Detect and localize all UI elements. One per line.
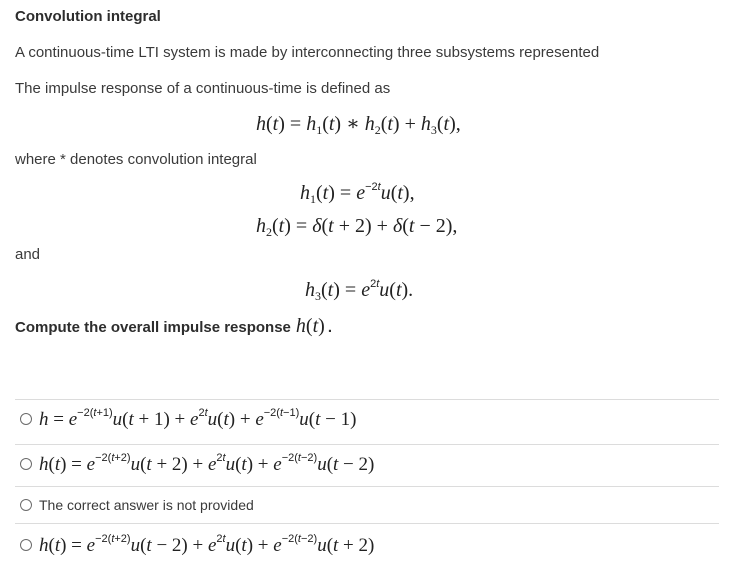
equation-h2: $h_2(t) = \delta(t + 2) + \delta(t - 2)$, (256, 215, 458, 239)
divider (15, 523, 719, 524)
where-text: where * denotes convolution integral (15, 151, 257, 168)
option-1-math: $h = e^{-2(t+1)}u(t + 1) + e^{2t}u(t) + e^{-2(t-1)}u(t - 1)$ (39, 407, 357, 430)
radio-button-icon[interactable] (20, 458, 32, 470)
intro-text: A continuous-time LTI system is made by interconnecting three subsystems represented (15, 44, 600, 61)
radio-button-icon[interactable] (20, 499, 32, 511)
option-4-math: $h(t) = e^{-2(t+2)}u(t - 2) + e^{2t}u(t) + e^{-2(t-2)}u(t + 2)$ (39, 533, 375, 556)
question-title: Convolution integral (15, 8, 161, 25)
question-prompt (15, 315, 332, 338)
equation-h1: $h_1(t) = e^{-2t}u(t)$, (300, 181, 415, 206)
divider (15, 444, 719, 445)
question-period: . (327, 319, 332, 336)
equation-h3: $h_3(t) = e^{2t}u(t)$. (305, 278, 414, 303)
answer-option-1[interactable] (15, 401, 719, 437)
radio-button-icon[interactable] (20, 413, 32, 425)
equation-h: $h(t) = h_1(t)$ ∗ $h_2(t) + h_3(t)$, (256, 113, 461, 137)
option-3-label: The correct answer is not provided (39, 497, 254, 513)
question-text: Compute the overall impulse response (15, 319, 291, 336)
answer-option-2[interactable] (15, 446, 719, 482)
and-text: and (15, 246, 41, 263)
answer-option-4[interactable] (15, 527, 719, 563)
question-math: h(t) (295, 315, 325, 337)
impulse-definition-text: The impulse response of a continuous-time is defined as (15, 80, 391, 97)
answer-option-3[interactable] (15, 487, 719, 523)
radio-button-icon[interactable] (20, 539, 32, 551)
divider (15, 399, 719, 400)
option-2-math: $h(t) = e^{-2(t+2)}u(t + 2) + e^{2t}u(t) + e^{-2(t-2)}u(t - 2)$ (39, 452, 375, 475)
